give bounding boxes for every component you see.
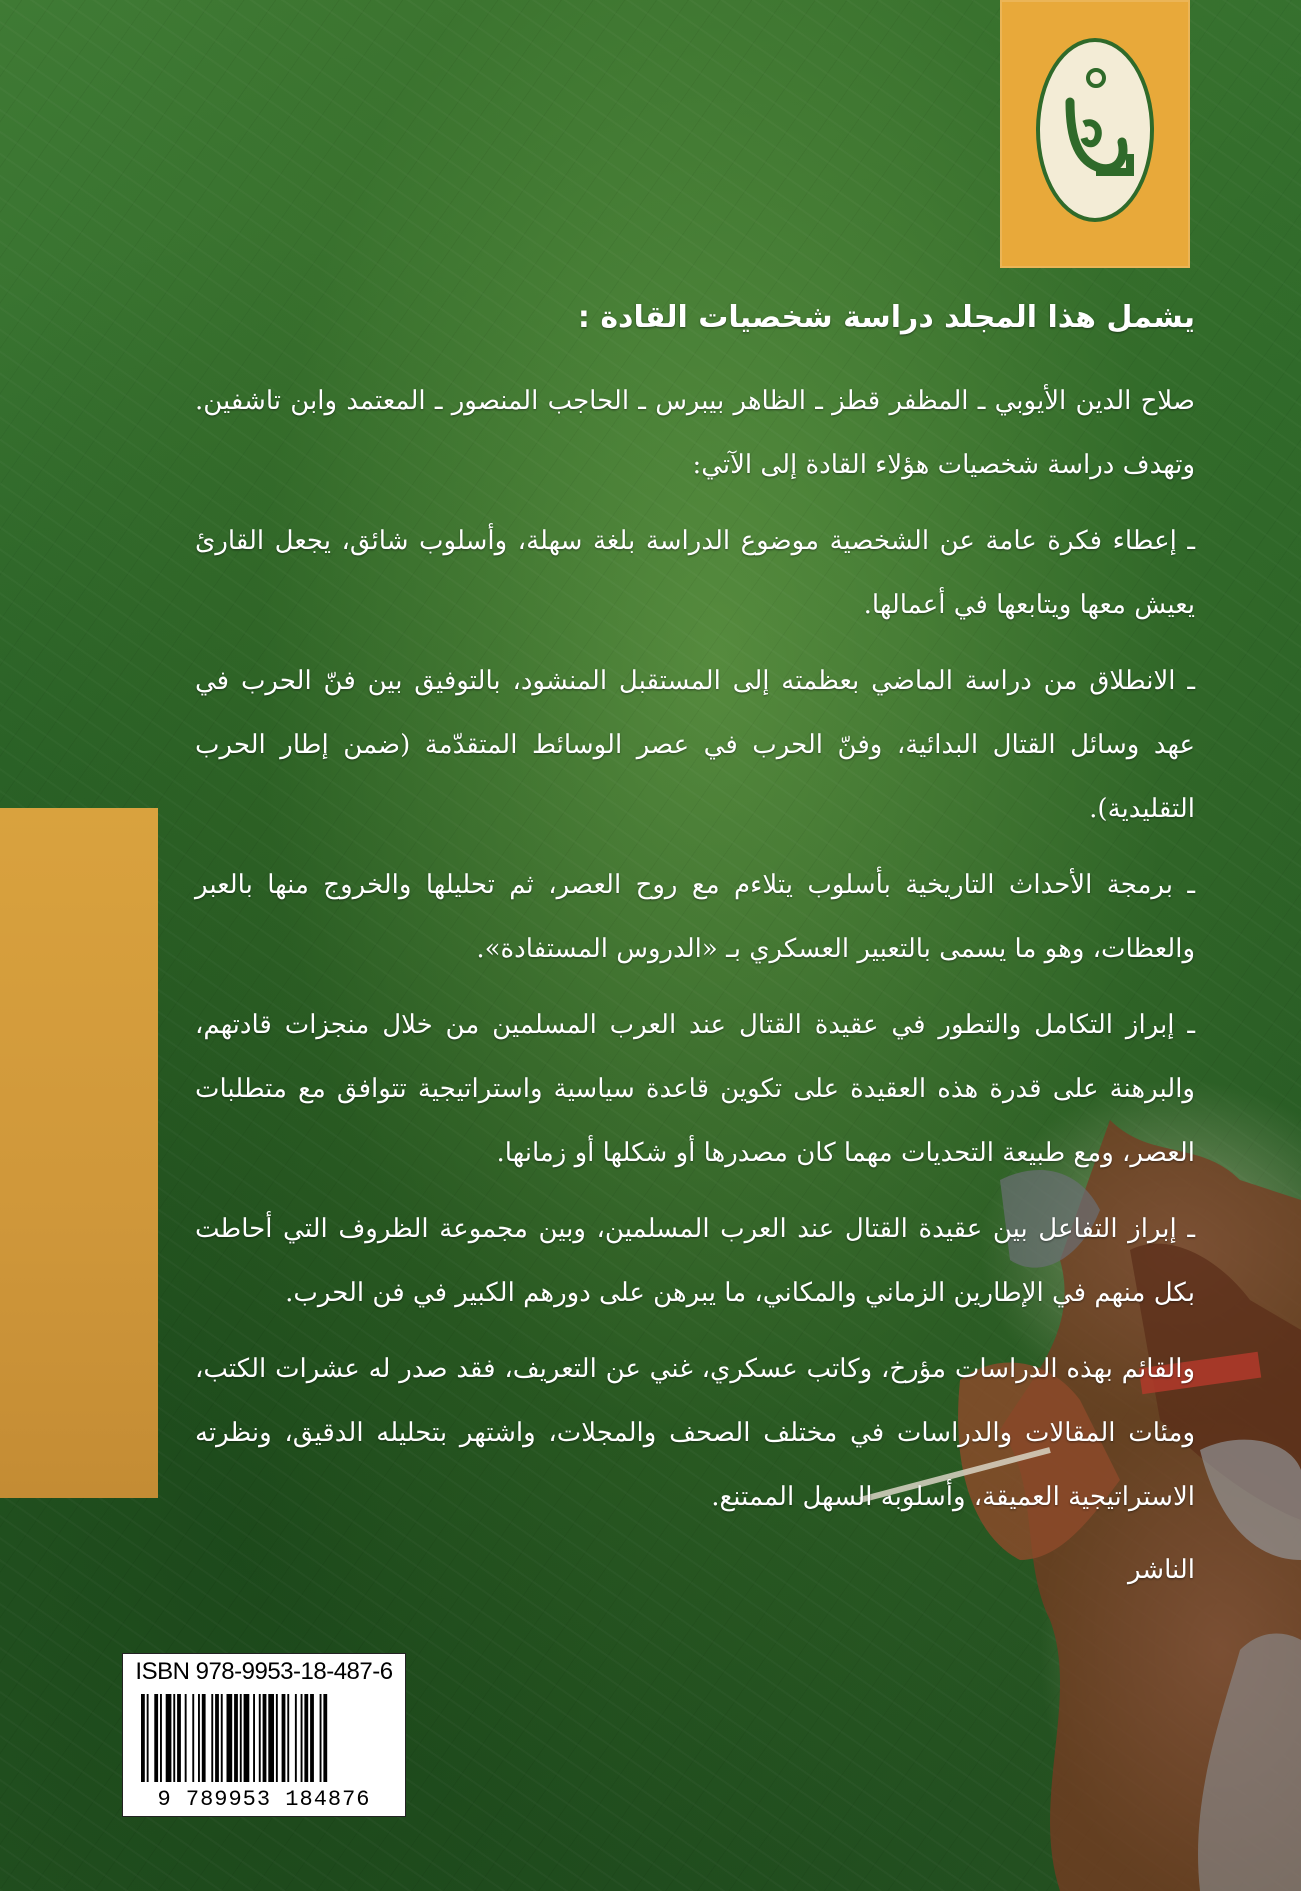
description-block — [195, 300, 1195, 1585]
barcode-bar — [320, 1694, 322, 1782]
barcode-bar — [234, 1694, 238, 1782]
isbn-barcode-label — [122, 1653, 406, 1817]
barcode-bar — [202, 1694, 206, 1782]
barcode-bar — [295, 1694, 297, 1782]
barcode-bar — [259, 1694, 261, 1782]
barcode-bar — [287, 1694, 289, 1782]
ean-digits: 9 789953 184876 — [157, 1787, 371, 1812]
barcode-bar — [301, 1694, 303, 1782]
barcode-bar — [240, 1694, 242, 1782]
barcode-bar — [227, 1694, 233, 1782]
barcode-bar — [185, 1694, 187, 1782]
barcode-bar — [215, 1694, 219, 1782]
goal-paragraph-4: ـ إبراز التكامل والتطور في عقيدة القتال عند العرب المسلمين من خلال منجزات قادتهم، والبرهنة على قدرة هذه العقيدة على تكوين قاعدة سياسية واستراتيجية تتوافق مع متطلبات العصر، ومع طبيعة التحديات مهما كان مصدرها أو شكلها أو زمانها. — [195, 1010, 1195, 1168]
goal-paragraph-5: ـ إبراز التفاعل بين عقيدة القتال عند العرب المسلمين، وبين مجموعة الظروف التي أحاطت بكل منهم في الإطارين الزماني والمكاني، ما يبرهن على دورهم الكبير في فن الحرب. — [195, 1214, 1195, 1308]
barcode-bar — [211, 1694, 213, 1782]
barcode-bar — [160, 1694, 162, 1782]
barcode-bar — [268, 1694, 274, 1782]
goal-paragraph-1: ـ إعطاء فكرة عامة عن الشخصية موضوع الدراسة بلغة سهلة، وأسلوب شائق، يجعل القارئ يعيش معها ويتابعها في أعمالها. — [195, 526, 1195, 620]
barcode-bar — [244, 1694, 250, 1782]
barcode-bar — [263, 1694, 267, 1782]
goal-paragraph-3: ـ برمجة الأحداث التاريخية بأسلوب يتلاءم مع روح العصر، ثم تحليلها والخروج منها بالعبر والعظات، وهو ما يسمى بالتعبير العسكري بـ «الدروس المستفادة». — [195, 870, 1195, 964]
barcode-bar — [147, 1694, 149, 1782]
publisher-signature: الناشر — [1127, 1555, 1195, 1585]
publisher-logo-icon — [1036, 38, 1154, 222]
barcode-icon — [141, 1694, 387, 1782]
barcode-bar — [192, 1694, 194, 1782]
leaders-paragraph: صلاح الدين الأيوبي ـ المظفر قطز ـ الظاهر بيبرس ـ الحاجب المنصور ـ المعتمد وابن تاشفين. وتهدف دراسة شخصيات هؤلاء القادة إلى الآتي: — [195, 386, 1195, 480]
barcode-bar — [304, 1694, 308, 1782]
barcode-bar — [177, 1694, 181, 1782]
barcode-bar — [253, 1694, 255, 1782]
barcode-bar — [154, 1694, 158, 1782]
barcode-bar — [166, 1694, 172, 1782]
barcode-bar — [276, 1694, 278, 1782]
goal-paragraph-2: ـ الانطلاق من دراسة الماضي بعظمته إلى المستقبل المنشود، بالتوفيق بين فنّ الحرب في عهد وسائل القتال البدائية، وفنّ الحرب في عصر الوسائط المتقدّمة (ضمن إطار الحرب التقليدية). — [195, 666, 1195, 824]
description-heading: يشمل هذا المجلد دراسة شخصيات القادة : — [577, 300, 1195, 335]
barcode-bar — [221, 1694, 223, 1782]
publisher-logo-panel — [1000, 0, 1190, 268]
barcode-bar — [173, 1694, 175, 1782]
isbn-number: ISBN 978-9953-18-487-6 — [135, 1658, 393, 1685]
barcode-bar — [323, 1694, 327, 1782]
barcode-bar — [310, 1694, 314, 1782]
barcode-bar — [198, 1694, 200, 1782]
author-paragraph: والقائم بهذه الدراسات مؤرخ، وكاتب عسكري، غني عن التعريف، فقد صدر له عشرات الكتب، ومئات المقالات والدراسات في مختلف الصحف والمجلات، واشتهر بتحليله الدقيق، ونظرته الاستراتيجية العميقة، وأسلوبه السهل الممتنع. — [195, 1354, 1195, 1512]
barcode-bar — [282, 1694, 286, 1782]
barcode-bar — [141, 1694, 145, 1782]
